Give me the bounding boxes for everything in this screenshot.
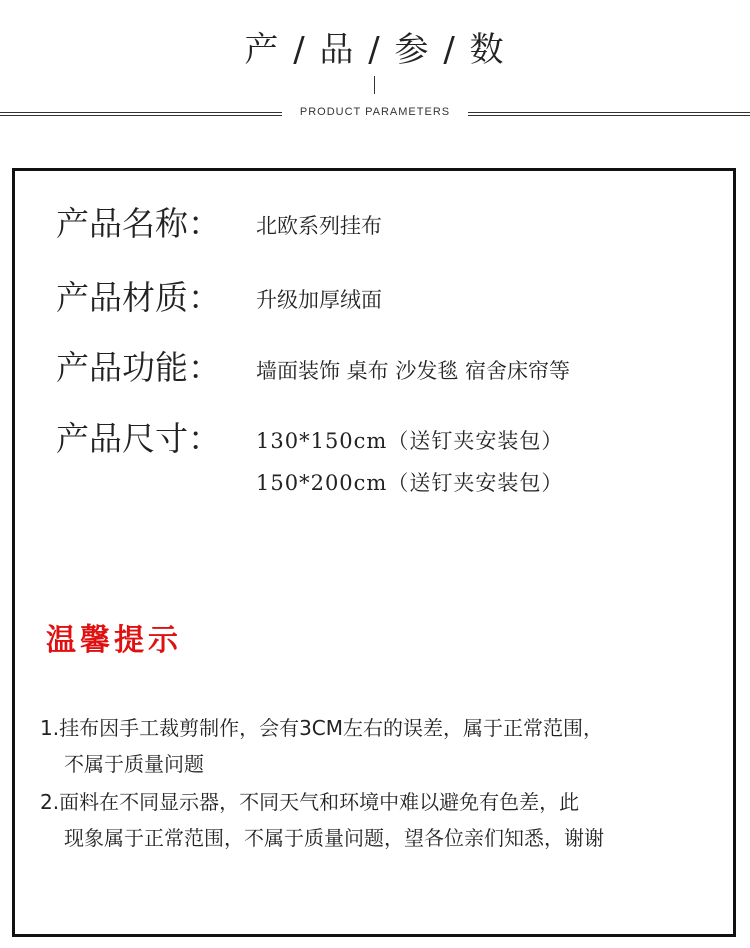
spec-value: 升级加厚绒面 xyxy=(256,288,382,312)
page-subtitle: PRODUCT PARAMETERS xyxy=(299,106,451,118)
tips-title: 温馨提示 xyxy=(46,623,182,658)
spec-value: 130*150cm（送钉夹安装包） xyxy=(256,429,564,453)
tip-line: 2.面料在不同显示器，不同天气和环境中难以避免有色差，此 xyxy=(40,790,580,814)
spec-value: 北欧系列挂布 xyxy=(256,214,382,238)
tip-line: 1.挂布因手工裁剪制作，会有3CM左右的误差，属于正常范围， xyxy=(40,716,604,740)
spec-value: 墙面装饰 桌布 沙发毯 宿舍床帘等 xyxy=(256,359,571,383)
subtitle-row xyxy=(0,106,750,122)
spec-label: 产品功能： xyxy=(56,348,221,387)
page-title: 产 / 品 / 参 / 数 xyxy=(244,30,506,70)
left-rule xyxy=(0,112,282,113)
spec-label: 产品材质： xyxy=(56,278,221,317)
left-rule-second xyxy=(0,115,282,116)
right-rule-second xyxy=(468,115,750,116)
header-divider-tick xyxy=(374,76,375,94)
spec-label: 产品名称： xyxy=(56,204,221,243)
tip-line: 不属于质量问题 xyxy=(64,752,204,776)
tip-line: 现象属于正常范围，不属于质量问题，望各位亲们知悉，谢谢 xyxy=(64,826,604,850)
spec-value-second: 150*200cm（送钉夹安装包） xyxy=(256,471,564,495)
spec-label: 产品尺寸： xyxy=(56,419,221,458)
right-rule xyxy=(468,112,750,113)
